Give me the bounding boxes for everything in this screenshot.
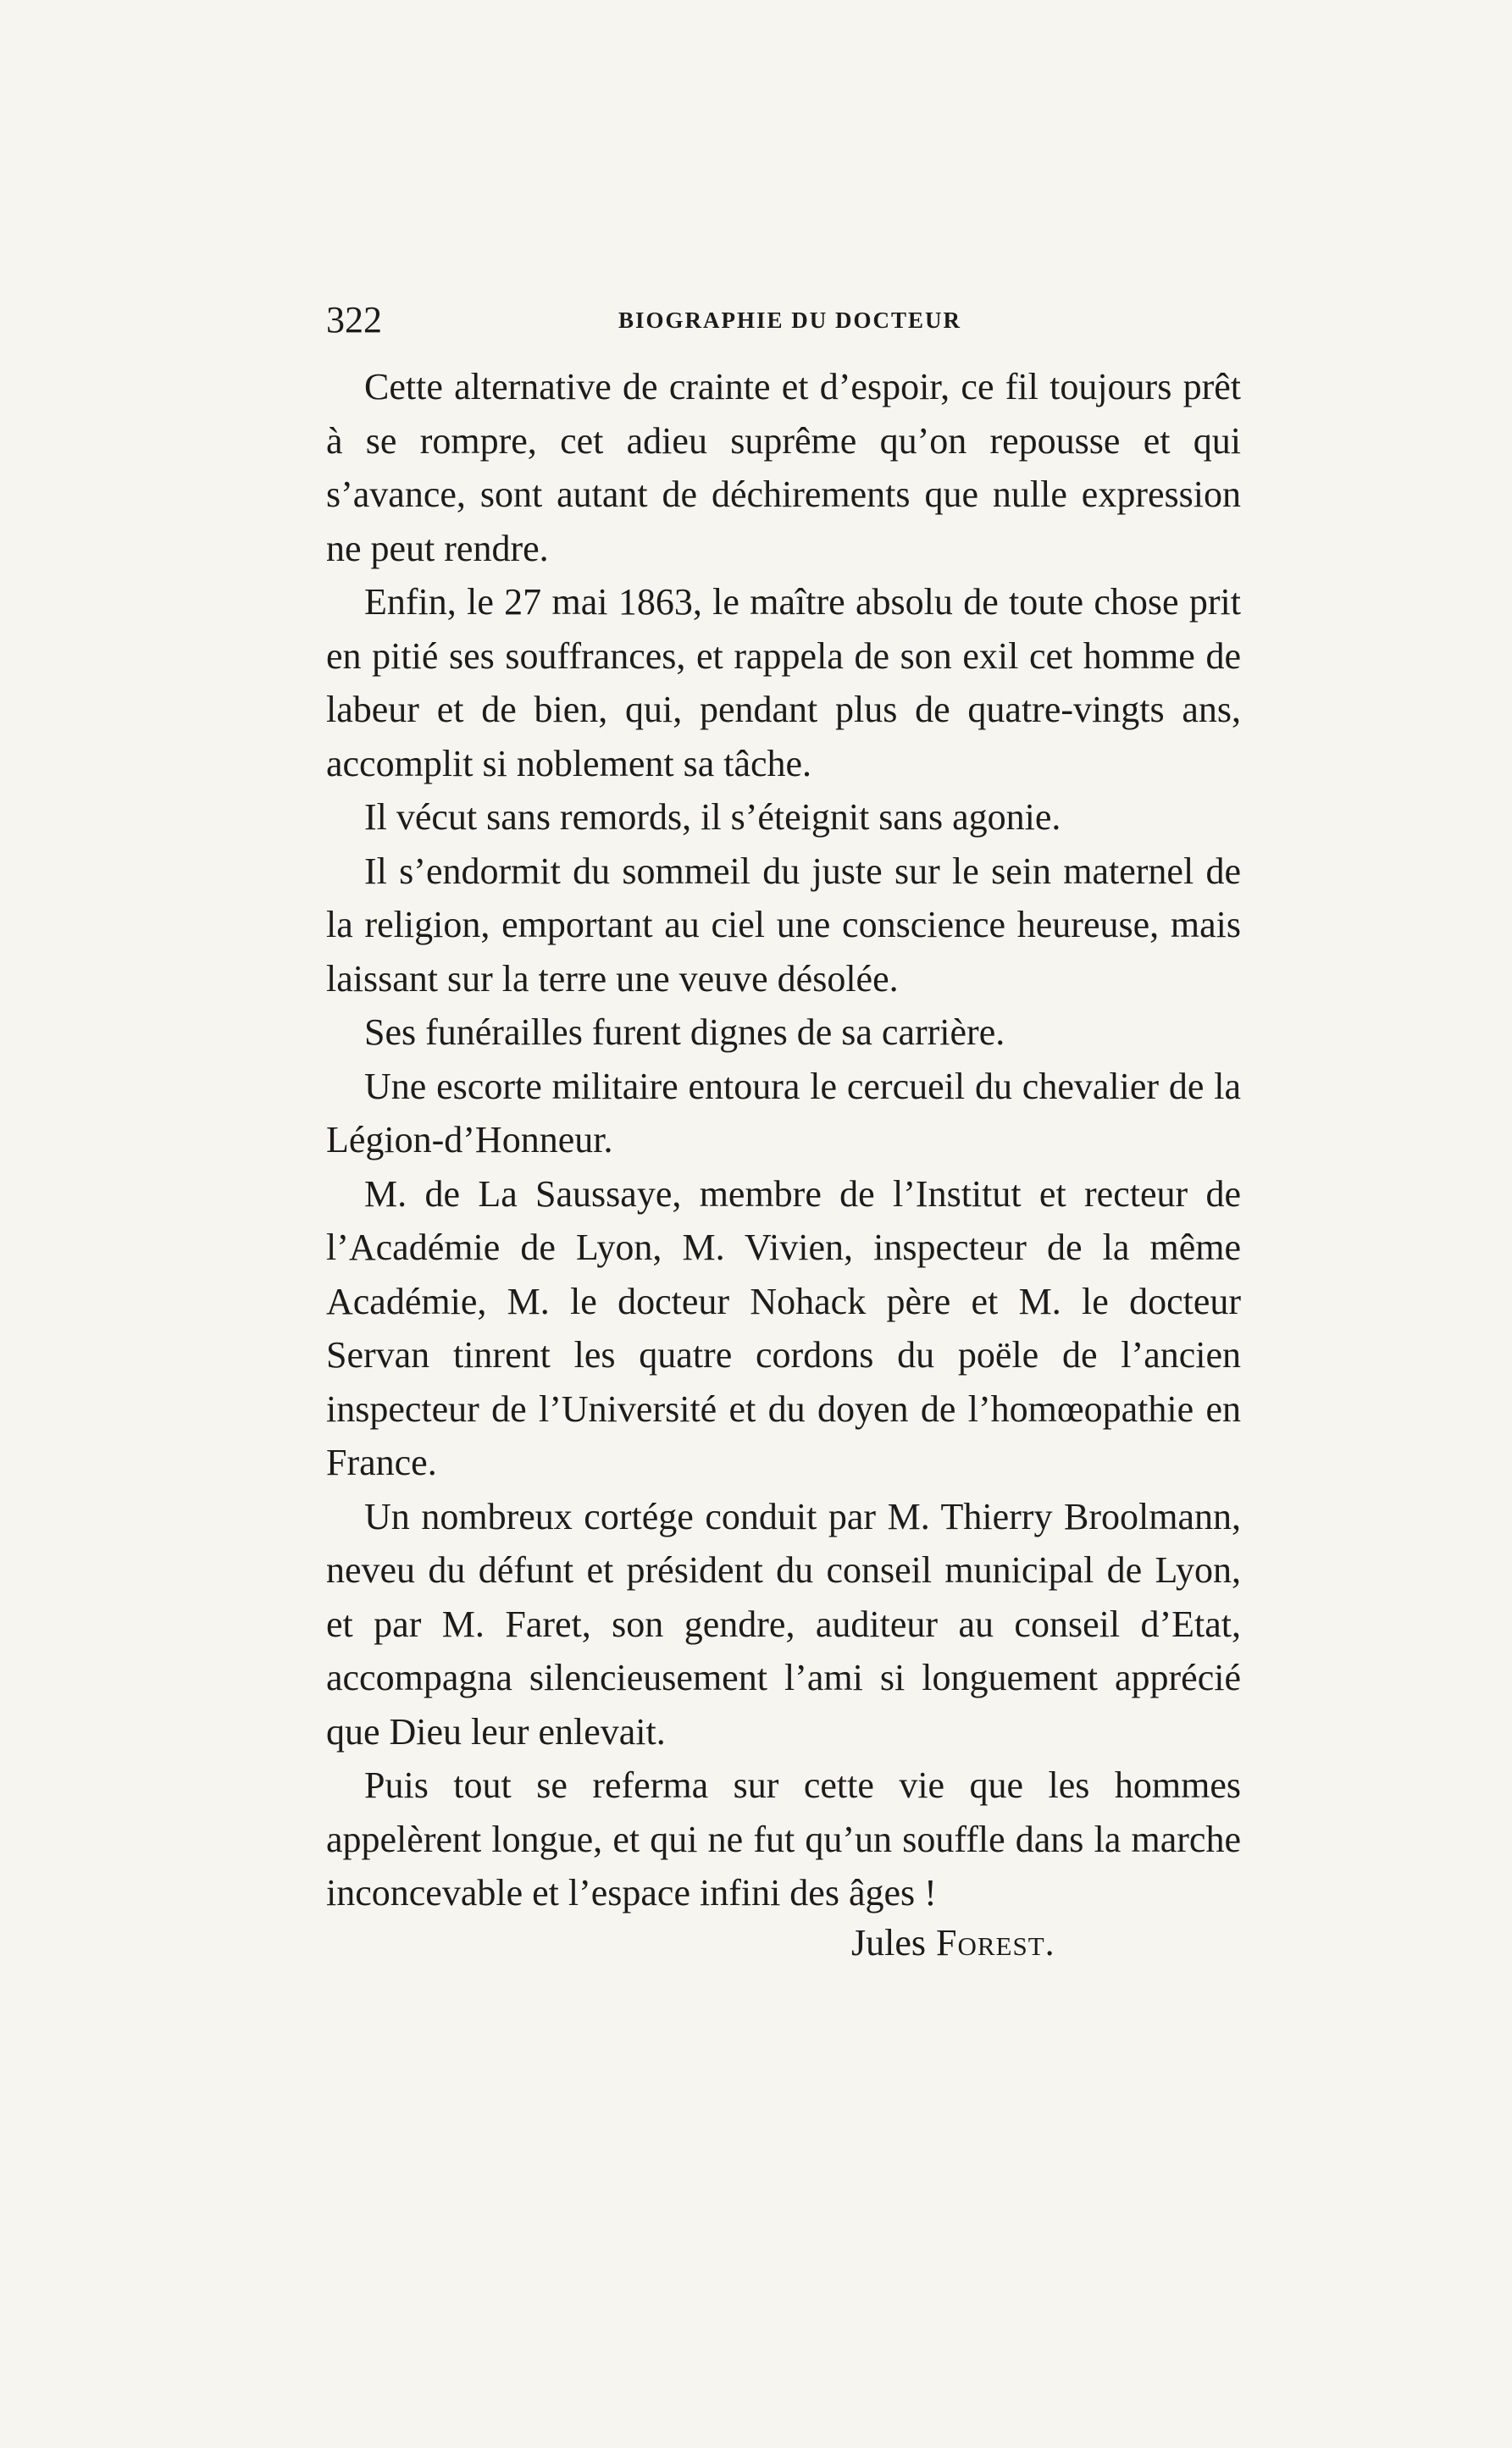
paragraph: Puis tout se referma sur cette vie que les hommes appelèrent longue, et qui ne fut qu’un souffle dans la marche inconcevable et l’espace infini des âges ! bbox=[326, 1764, 1241, 1914]
paragraph: Il s’endormit du sommeil du juste sur le sein maternel de la religion, emportant au ciel une conscience heureuse, mais laissant sur la terre une veuve désolée. bbox=[326, 850, 1241, 1000]
body-text bbox=[326, 360, 1241, 1920]
signature-last-name: Forest. bbox=[936, 1922, 1055, 1963]
paragraph: Un nombreux cortége conduit par M. Thierry Broolmann, neveu du défunt et président du conseil municipal de Lyon, et par M. Faret, son gendre, auditeur au conseil d’Etat, accompagna silencieusement l’ami si longuement apprécié que Dieu leur enlevait. bbox=[326, 1495, 1241, 1753]
paragraph: Il vécut sans remords, il s’éteignit sans agonie. bbox=[364, 796, 1061, 838]
paragraph: M. de La Saussaye, membre de l’Institut et recteur de l’Académie de Lyon, M. Vivien, inspecteur de la même Académie, M. le docteur Nohack père et M. le docteur Servan tinrent les quatre cordons du poële de l’ancien inspecteur de l’Université et du doyen de l’homœopathie en France. bbox=[326, 1172, 1241, 1483]
paragraph: Une escorte militaire entoura le cercueil du chevalier de la Légion-d’Honneur. bbox=[326, 1065, 1241, 1160]
paragraph: Ses funérailles furent dignes de sa carrière. bbox=[364, 1011, 1005, 1053]
signature-first-name: Jules bbox=[851, 1922, 926, 1963]
author-signature bbox=[851, 1916, 1055, 1969]
page-header bbox=[326, 295, 1241, 346]
running-head: BIOGRAPHIE DU DOCTEUR bbox=[618, 307, 962, 333]
page-number: 322 bbox=[326, 299, 382, 341]
paragraph: Cette alternative de crainte et d’espoir, ce fil toujours prêt à se rompre, cet adieu suprême qu’on repousse et qui s’avance, sont autant de déchirements que nulle expression ne peut rendre. bbox=[326, 366, 1241, 569]
paragraph: Enfin, le 27 mai 1863, le maître absolu de toute chose prit en pitié ses souffrances, et rappela de son exil cet homme de labeur et de bien, qui, pendant plus de quatre-vingts ans, accomplit si noblement sa tâche. bbox=[326, 581, 1241, 784]
